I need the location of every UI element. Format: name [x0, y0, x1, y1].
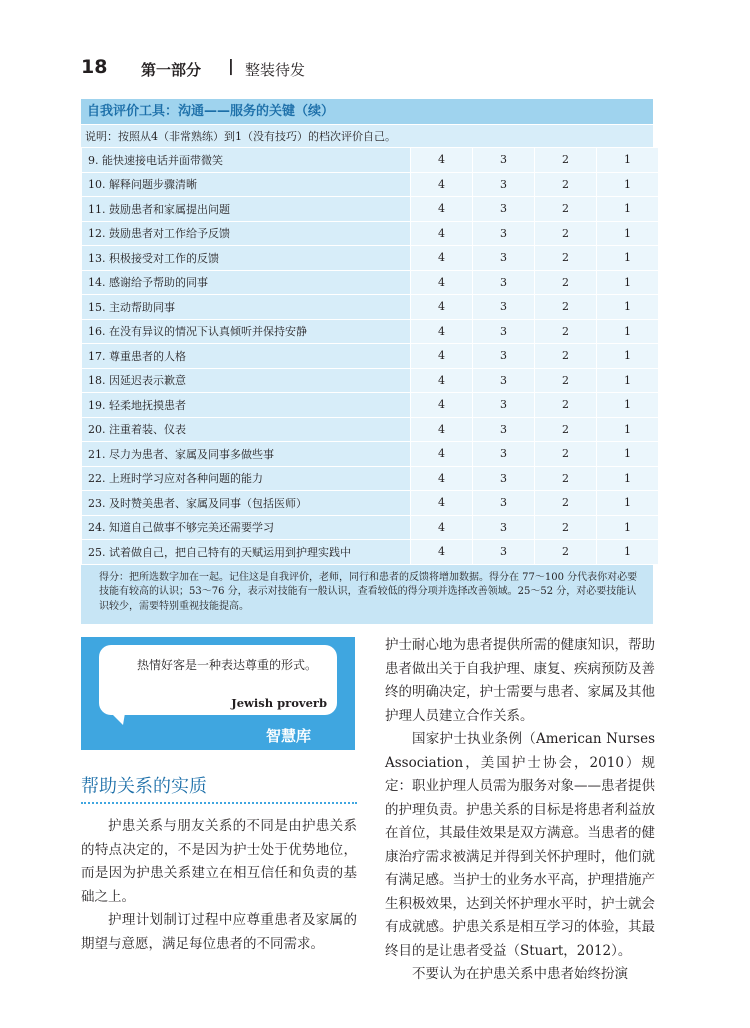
row-score: 2	[535, 295, 597, 320]
row-item-label: 12. 鼓励患者对工作给予反馈	[82, 221, 411, 246]
row-item-label: 20. 注重着装、仪表	[82, 417, 411, 442]
row-score: 3	[473, 491, 535, 516]
speech-bubble-tail	[111, 713, 125, 725]
self-evaluation-table	[81, 99, 653, 624]
row-score: 2	[535, 442, 597, 467]
section-divider	[81, 802, 357, 804]
body-paragraph: 护士耐心地为患者提供所需的健康知识，帮助患者做出关于自我护理、康复、疾病预防及善终的明确决定，护士需要与患者、家属及其他护理人员建立合作关系。	[385, 637, 655, 724]
row-score: 4	[411, 270, 473, 295]
row-score: 3	[473, 221, 535, 246]
row-score: 4	[411, 393, 473, 418]
table-row	[82, 368, 659, 393]
row-score: 3	[473, 515, 535, 540]
row-item-label: 25. 试着做自己，把自己特有的天赋运用到护理实践中	[82, 540, 411, 564]
row-score: 4	[411, 295, 473, 320]
row-item-label: 18. 因延迟表示歉意	[82, 368, 411, 393]
row-item-label: 15. 主动帮助同事	[82, 295, 411, 320]
body-paragraph: 护理计划制订过程中应尊重患者及家属的期望与意愿，满足每位患者的不同需求。	[81, 912, 357, 952]
row-score: 4	[411, 197, 473, 222]
row-score: 4	[411, 540, 473, 564]
row-score: 3	[473, 466, 535, 491]
table-scoring-note: 得分：把所选数字加在一起。记住这是自我评价，老师，同行和患者的反馈将增加数据。得分在 77～100 分代表你对必要技能有较高的认识；53～76 分，表示对技能有一般认识，查看较低的得分项并选择改善领域。25～52 分，对必要技能认识较少，需要特别重视技能提高。	[81, 564, 653, 624]
row-score: 3	[473, 270, 535, 295]
row-score: 2	[535, 197, 597, 222]
row-score: 3	[473, 417, 535, 442]
row-score: 3	[473, 197, 535, 222]
table-title: 自我评价工具：沟通——服务的关键（续）	[81, 99, 653, 124]
row-score: 3	[473, 246, 535, 271]
table-row	[82, 442, 659, 467]
table-row	[82, 319, 659, 344]
part-title: 整装待发	[245, 61, 306, 79]
row-score: 2	[535, 515, 597, 540]
row-score: 3	[473, 319, 535, 344]
row-score: 4	[411, 368, 473, 393]
table-row	[82, 246, 659, 271]
row-score: 1	[597, 246, 659, 271]
row-score: 3	[473, 344, 535, 369]
body-paragraph: 护患关系与朋友关系的不同是由护患关系的特点决定的，不是因为护士处于优势地位，而是因为护患关系建立在相互信任和负责的基础之上。	[81, 818, 357, 905]
table-row	[82, 491, 659, 516]
row-score: 1	[597, 466, 659, 491]
body-paragraph: 不要认为在护患关系中患者始终扮演	[412, 966, 628, 982]
row-item-label: 9. 能快速接电话并面带微笑	[82, 148, 411, 173]
row-score: 1	[597, 344, 659, 369]
row-score: 4	[411, 246, 473, 271]
row-score: 4	[411, 319, 473, 344]
body-paragraph: 国家护士执业条例（American Nurses Association，美国护士协会，2010）规定：职业护理人员需为服务对象——患者提供的护理负责。护患关系的目标是将患者利益放在首位，其最佳效果是双方满意。当患者的健康治疗需求被满足并得到关怀护理时，他们就有满足感。当护士的业务水平高，护理措施产生积极效果，达到关怀护理水平时，护士就会有成就感。护患关系是相互学习的体验，其最终目的是让患者受益（Stuart，2012）。	[385, 731, 655, 959]
table-row	[82, 466, 659, 491]
row-score: 4	[411, 466, 473, 491]
row-item-label: 11. 鼓励患者和家属提出问题	[82, 197, 411, 222]
row-score: 2	[535, 319, 597, 344]
section-heading: 帮助关系的实质	[81, 776, 207, 797]
row-score: 4	[411, 344, 473, 369]
row-score: 1	[597, 368, 659, 393]
table-row	[82, 148, 659, 173]
row-score: 2	[535, 221, 597, 246]
page-number: 18	[81, 56, 108, 78]
body-left-column	[81, 815, 357, 956]
evaluation-grid	[81, 147, 658, 564]
table-row	[82, 221, 659, 246]
table-row	[82, 270, 659, 295]
row-item-label: 21. 尽力为患者、家属及同事多做些事	[82, 442, 411, 467]
row-score: 1	[597, 417, 659, 442]
table-row	[82, 393, 659, 418]
table-row	[82, 540, 659, 564]
row-score: 2	[535, 368, 597, 393]
row-score: 1	[597, 319, 659, 344]
row-score: 2	[535, 148, 597, 173]
row-score: 1	[597, 148, 659, 173]
row-item-label: 16. 在没有异议的情况下认真倾听并保持安静	[82, 319, 411, 344]
table-row	[82, 515, 659, 540]
row-score: 3	[473, 540, 535, 564]
row-score: 1	[597, 270, 659, 295]
row-item-label: 19. 轻柔地抚摸患者	[82, 393, 411, 418]
row-score: 2	[535, 246, 597, 271]
row-score: 4	[411, 172, 473, 197]
row-score: 4	[411, 221, 473, 246]
proverb-box	[81, 637, 355, 750]
proverb-text: 热情好客是一种表达尊重的形式。	[137, 658, 318, 672]
table-row	[82, 344, 659, 369]
row-score: 2	[535, 172, 597, 197]
table-row	[82, 417, 659, 442]
row-score: 4	[411, 515, 473, 540]
row-score: 4	[411, 442, 473, 467]
row-score: 4	[411, 417, 473, 442]
proverb-label: 智慧库	[265, 727, 311, 745]
row-item-label: 10. 解释问题步骤清晰	[82, 172, 411, 197]
row-score: 3	[473, 295, 535, 320]
row-score: 2	[535, 270, 597, 295]
row-score: 4	[411, 491, 473, 516]
row-score: 1	[597, 442, 659, 467]
row-item-label: 22. 上班时学习应对各种问题的能力	[82, 466, 411, 491]
row-score: 2	[535, 491, 597, 516]
table-instructions: 说明：按照从4（非常熟练）到1（没有技巧）的档次评价自己。	[81, 124, 653, 147]
row-score: 1	[597, 393, 659, 418]
row-score: 1	[597, 295, 659, 320]
speech-bubble	[99, 645, 337, 715]
row-score: 3	[473, 172, 535, 197]
row-score: 1	[597, 491, 659, 516]
row-item-label: 23. 及时赞美患者、家属及同事（包括医师）	[82, 491, 411, 516]
row-score: 2	[535, 344, 597, 369]
page-header	[81, 56, 660, 80]
part-label: 第一部分	[141, 61, 202, 79]
header-separator: |	[228, 56, 234, 75]
row-score: 2	[535, 393, 597, 418]
table-row	[82, 172, 659, 197]
row-item-label: 17. 尊重患者的人格	[82, 344, 411, 369]
table-row	[82, 197, 659, 222]
row-score: 1	[597, 515, 659, 540]
row-item-label: 24. 知道自己做事不够完美还需要学习	[82, 515, 411, 540]
row-item-label: 13. 积极接受对工作的反馈	[82, 246, 411, 271]
row-score: 2	[535, 540, 597, 564]
row-score: 2	[535, 466, 597, 491]
row-score: 3	[473, 148, 535, 173]
row-score: 1	[597, 221, 659, 246]
row-score: 3	[473, 442, 535, 467]
row-score: 3	[473, 393, 535, 418]
row-score: 1	[597, 172, 659, 197]
row-score: 1	[597, 540, 659, 564]
row-score: 4	[411, 148, 473, 173]
proverb-author: Jewish proverb	[231, 696, 327, 710]
row-score: 3	[473, 368, 535, 393]
row-item-label: 14. 感谢给予帮助的同事	[82, 270, 411, 295]
row-score: 2	[535, 417, 597, 442]
table-row	[82, 295, 659, 320]
body-right-column	[385, 634, 655, 987]
row-score: 1	[597, 197, 659, 222]
